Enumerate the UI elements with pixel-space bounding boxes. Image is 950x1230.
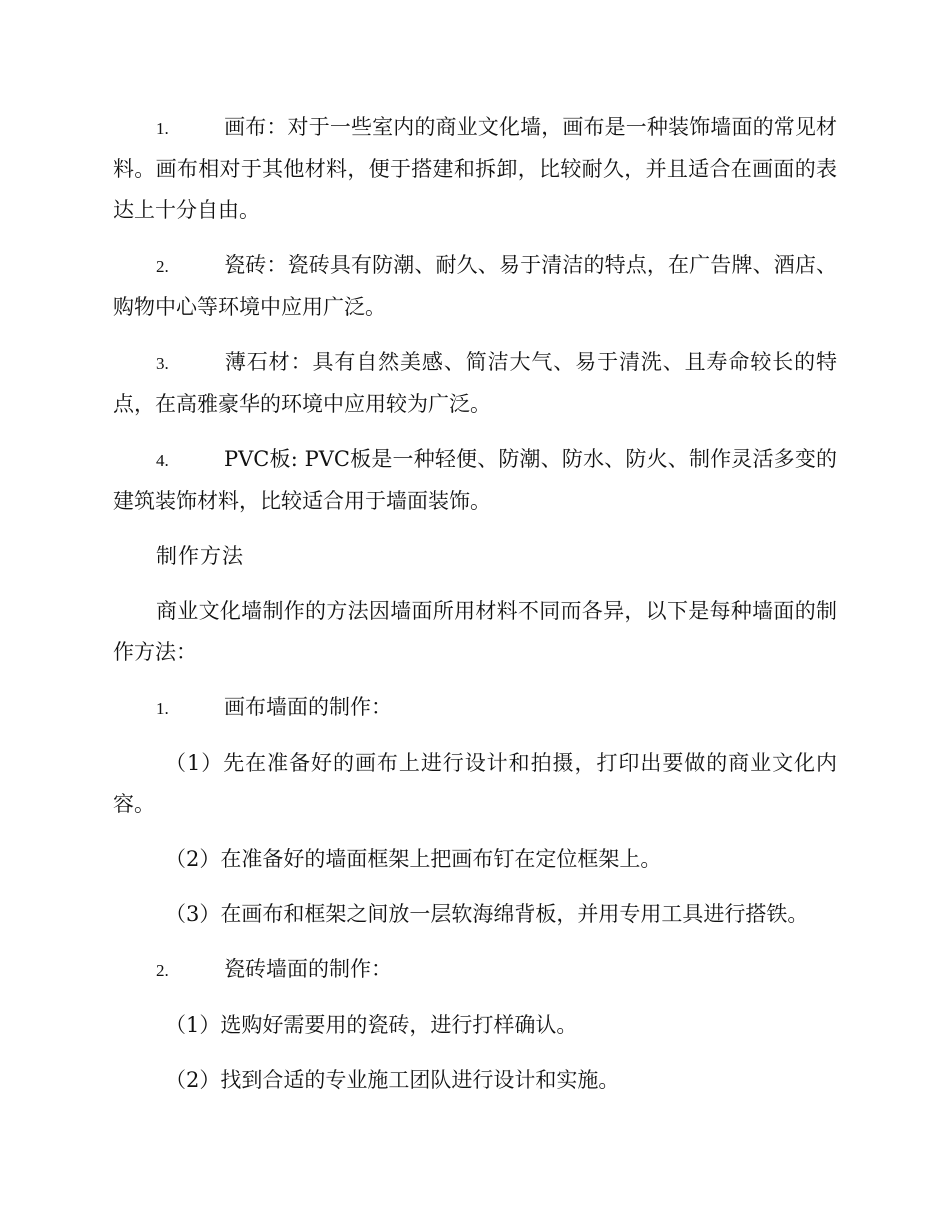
document-page [113, 107, 837, 1115]
list-text: 瓷砖墙面的制作： [224, 957, 392, 981]
list-number: 4. [156, 451, 169, 470]
method-canvas-step-2: （2）在准备好的墙面框架上把画布钉在定位框架上。 [165, 847, 662, 871]
method-canvas-title [113, 687, 837, 729]
list-number: 3. [156, 354, 169, 373]
list-item-thin-stone [113, 342, 837, 425]
list-number: 1. [156, 119, 169, 138]
method-tile-step-2: （2）找到合适的专业施工团队进行设计和实施。 [165, 1068, 620, 1092]
section-heading: 制作方法 [156, 544, 244, 568]
list-number: 1. [156, 699, 169, 718]
list-text: 画布：对于一些室内的商业文化墙，画布是一种装饰墙面的常见材料。画布相对于其他材料，便于搭建和拆卸，比较耐久，并且适合在画面的表达上十分自由。 [113, 115, 837, 222]
list-text: 瓷砖：瓷砖具有防潮、耐久、易于清洁的特点，在广告牌、酒店、购物中心等环境中应用广泛。 [113, 253, 837, 319]
list-text: 画布墙面的制作： [224, 695, 392, 719]
list-number: 2. [156, 257, 169, 276]
list-number: 2. [156, 961, 169, 980]
method-tile-step-1: （1）选购好需要用的瓷砖，进行打样确认。 [165, 1013, 578, 1037]
intro-paragraph: 商业文化墙制作的方法因墙面所用材料不同而各异，以下是每种墙面的制作方法： [113, 599, 837, 664]
list-text: 薄石材：具有自然美感、简洁大气、易于清洗、且寿命较长的特点，在高雅豪华的环境中应用较为广泛。 [113, 350, 837, 416]
list-text: PVC板: PVC板是一种轻便、防潮、防水、防火、制作灵活多变的建筑装饰材料，比较适合用于墙面装饰。 [113, 447, 837, 513]
method-canvas-step-1: （1）先在准备好的画布上进行设计和拍摄，打印出要做的商业文化内容。 [113, 751, 837, 816]
list-item-tile [113, 245, 837, 328]
list-item-pvc [113, 439, 837, 522]
method-canvas-step-3: （3）在画布和框架之间放一层软海绵背板，并用专用工具进行搭铁。 [165, 902, 809, 926]
list-item-canvas [113, 107, 837, 231]
method-tile-title [113, 949, 837, 991]
